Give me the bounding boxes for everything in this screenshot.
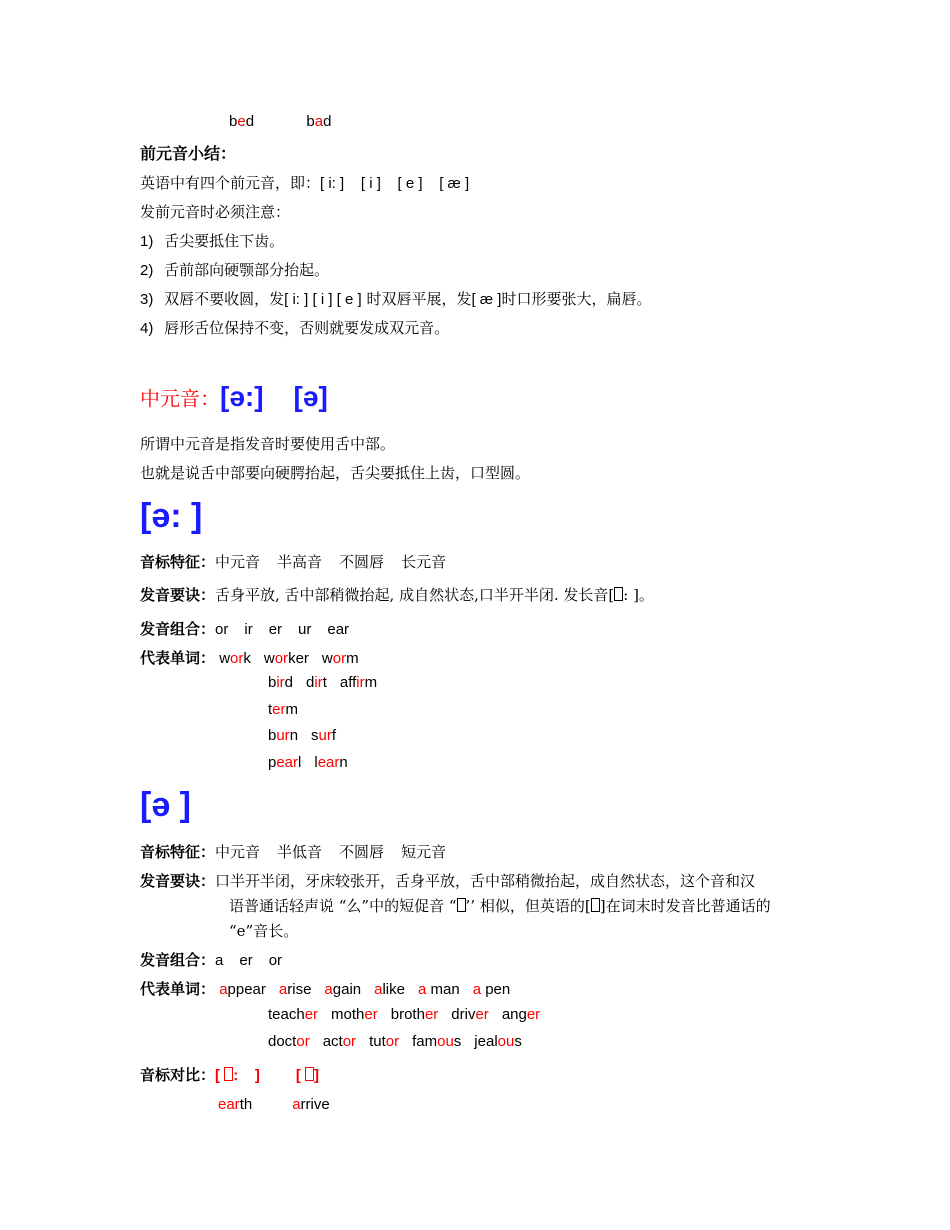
word-pearl: pearl <box>268 754 302 771</box>
long-schwa-symbol: [ə: ] <box>140 497 203 535</box>
short-schwa-features: 音标特征：中元音 半低音 不圆唇 短元音 <box>140 843 447 861</box>
long-schwa-words-row-4 <box>268 727 336 744</box>
word-term: term <box>268 701 299 718</box>
short-schwa-words-row-1: 代表单词： appear arise again alike a man a pen <box>140 980 511 998</box>
short-schwa-combos: 发音组合：a er or <box>140 951 283 969</box>
word-arrive: arrive <box>292 1096 330 1113</box>
long-schwa-features: 音标特征：中元音 半高音 不圆唇 长元音 <box>140 553 447 571</box>
word-dirt: dirt <box>306 674 327 691</box>
front-summary-title: 前元音小结： <box>140 144 237 163</box>
short-schwa-symbol: [ə ] <box>140 786 191 824</box>
word-mother: mother <box>331 1006 378 1023</box>
long-schwa-words-row-3 <box>268 701 298 718</box>
long-schwa-combos: 发音组合：or ir er ur ear <box>140 620 350 638</box>
missing-glyph-box <box>457 898 466 912</box>
word-affirm: affirm <box>339 674 378 691</box>
word-earth: earth <box>218 1096 253 1113</box>
central-vowel-heading: 中元音：[ə:] [ə] <box>140 381 328 412</box>
word-again: again <box>324 981 362 998</box>
contrast-words <box>218 1096 330 1113</box>
word-driver: driver <box>451 1006 489 1023</box>
word-anger: anger <box>501 1006 541 1023</box>
word-worker: worker <box>263 650 309 667</box>
word-bird: bird <box>268 674 294 691</box>
short-schwa-tip-line-2: 语普通话轻声说 “么”中的短促音 “ ’’ 相似，但英语的[ ]在词末时发音比普通话的 <box>229 897 771 915</box>
short-schwa-words-row-2 <box>268 1006 540 1023</box>
long-schwa-words-row-1: 代表单词： work worker worm <box>140 649 359 667</box>
word-a-pen: a pen <box>472 981 511 998</box>
word-alike: alike <box>374 981 405 998</box>
long-schwa-tip: 发音要诀：舌身平放, 舌中部稍微抬起, 成自然状态,口半开半闭. 发长音[ : ]。 <box>140 586 654 604</box>
word-bed: bed <box>229 113 255 130</box>
front-summary-item-2: 2) 舌前部向硬颚部分抬起。 <box>140 261 330 279</box>
short-schwa-tip-line-3: “e”音长。 <box>229 922 299 940</box>
word-a-man: a man <box>417 981 460 998</box>
word-surf: surf <box>311 727 337 744</box>
missing-glyph-box <box>614 587 623 601</box>
front-summary-item-4: 4) 唇形舌位保持不变，否则就要发成双元音。 <box>140 319 450 337</box>
short-schwa-words-row-3 <box>268 1033 522 1050</box>
front-summary-intro: 英语中有四个前元音，即：[ i: ] [ i ] [ e ] [ æ ] <box>140 174 470 192</box>
word-doctor: doctor <box>268 1033 310 1050</box>
word-tutor: tutor <box>369 1033 400 1050</box>
word-brother: brother <box>390 1006 439 1023</box>
front-summary-item-1: 1) 舌尖要抵住下齿。 <box>140 232 285 250</box>
long-schwa-words-row-5 <box>268 754 348 771</box>
front-summary-note: 发前元音时必须注意： <box>140 203 291 221</box>
central-desc-1: 所谓中元音是指发音时要使用舌中部。 <box>140 435 396 453</box>
missing-glyph-box <box>224 1067 233 1081</box>
word-teacher: teacher <box>268 1006 319 1023</box>
word-appear: appear <box>219 981 266 998</box>
word-actor: actor <box>322 1033 357 1050</box>
central-desc-2: 也就是说舌中部要向硬腭抬起，舌尖要抵住上齿，口型圆。 <box>140 464 531 482</box>
word-burn: burn <box>268 727 299 744</box>
missing-glyph-box <box>591 898 600 912</box>
top-word-pair <box>229 113 331 130</box>
contrast-row: 音标对比：[ : ] [ ] <box>140 1066 320 1084</box>
long-schwa-words-row-2 <box>268 674 377 691</box>
word-famous: famous <box>412 1033 462 1050</box>
word-worm: worm <box>321 650 359 667</box>
short-schwa-tip-line-1: 发音要诀：口半开半闭，牙床较张开，舌身平放，舌中部稍微抬起，成自然状态，这个音和汉 <box>140 872 756 890</box>
front-summary-item-3: 3) 双唇不要收圆，发[ i: ] [ i ] [ e ] 时双唇平展，发[ æ ]时口形要张大，扁唇。 <box>140 290 652 308</box>
word-arise: arise <box>278 981 312 998</box>
word-learn: learn <box>314 754 348 771</box>
word-work: work <box>219 650 251 667</box>
missing-glyph-box <box>305 1067 314 1081</box>
word-bad: bad <box>306 113 332 130</box>
word-jealous: jealous <box>474 1033 522 1050</box>
